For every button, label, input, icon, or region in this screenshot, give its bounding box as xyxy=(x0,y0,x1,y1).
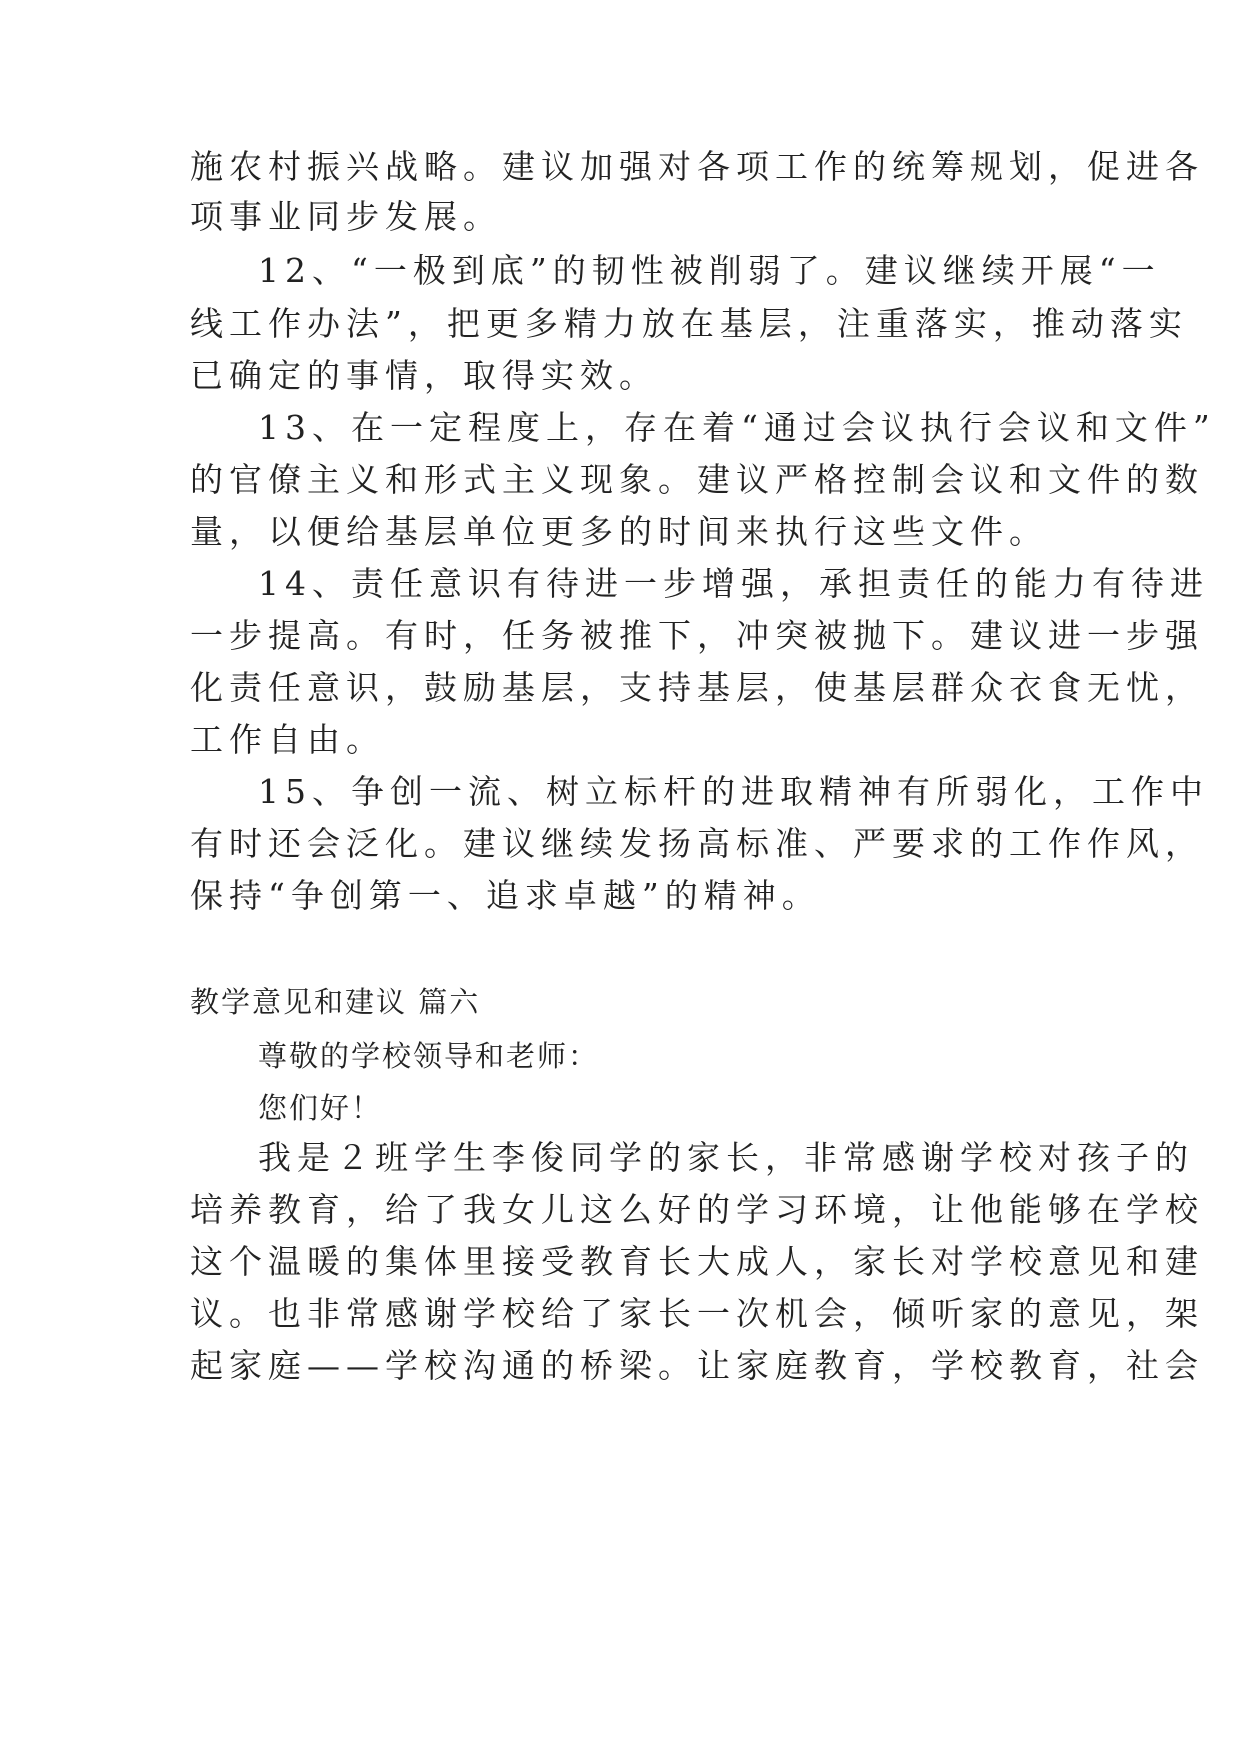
text-line: 线工作办法”，把更多精力放在基层，注重落实，推动落实 xyxy=(190,304,1188,343)
text-line: 一步提高。有时，任务被推下，冲突被抛下。建议进一步强 xyxy=(190,616,1204,655)
text-line: 的官僚主义和形式主义现象。建议严格控制会议和文件的数 xyxy=(190,460,1204,499)
text-line: 有时还会泛化。建议继续发扬高标准、严要求的工作作风， xyxy=(190,824,1204,863)
item-12-first-line: 12、“一极到底”的韧性被削弱了。建议继续开展“一 xyxy=(258,251,1161,290)
text-line: 保持“争创第一、追求卓越”的精神。 xyxy=(190,876,821,915)
text-line: 起家庭——学校沟通的桥梁。让家庭教育，学校教育，社会 xyxy=(190,1346,1204,1385)
text-line: 议。也非常感谢学校给了家长一次机会，倾听家的意见，架 xyxy=(190,1294,1204,1333)
item-15-first-line: 15、争创一流、树立标杆的进取精神有所弱化，工作中 xyxy=(258,772,1209,811)
text-line: 工作自由。 xyxy=(190,720,385,759)
section-heading: 教学意见和建议 篇六 xyxy=(190,985,481,1019)
letter-first-line: 我是２班学生李俊同学的家长，非常感谢学校对孩子的 xyxy=(258,1138,1194,1177)
text-line: 项事业同步发展。 xyxy=(190,197,502,236)
greeting: 您们好！ xyxy=(258,1091,383,1125)
text-line: 已确定的事情，取得实效。 xyxy=(190,356,658,395)
item-13-first-line: 13、在一定程度上，存在着“通过会议执行会议和文件” xyxy=(258,408,1216,447)
text-line: 化责任意识，鼓励基层，支持基层，使基层群众衣食无忧， xyxy=(190,668,1204,707)
text-line: 这个温暖的集体里接受教育长大成人，家长对学校意见和建 xyxy=(190,1242,1204,1281)
item-14-first-line: 14、责任意识有待进一步增强，承担责任的能力有待进 xyxy=(258,564,1209,603)
text-line: 培养教育，给了我女儿这么好的学习环境，让他能够在学校 xyxy=(190,1190,1204,1229)
text-line: 施农村振兴战略。建议加强对各项工作的统筹规划，促进各 xyxy=(190,147,1204,186)
text-line: 量，以便给基层单位更多的时间来执行这些文件。 xyxy=(190,512,1048,551)
salutation: 尊敬的学校领导和老师： xyxy=(258,1039,600,1073)
